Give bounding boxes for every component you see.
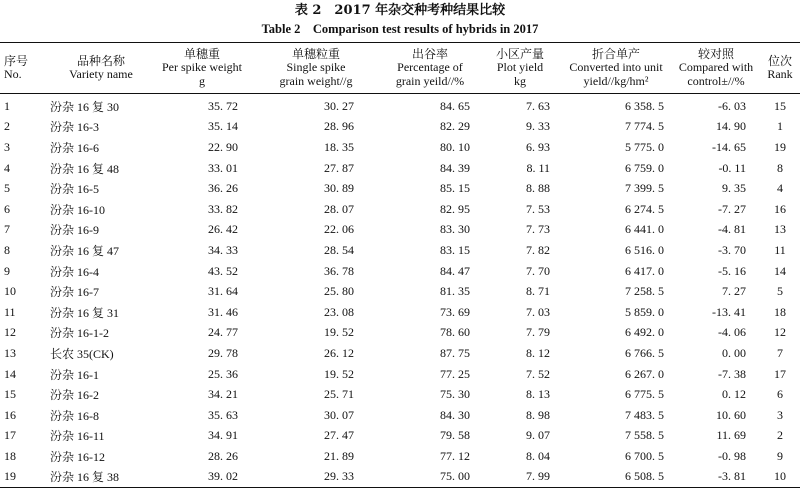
cell-grain-percentage: 81. 35 xyxy=(440,284,470,299)
header-grain-percentage: 出谷率 Percentage of grain yeild//% xyxy=(395,46,465,88)
cell-unit-yield: 6 417. 0 xyxy=(625,263,664,278)
cell-grain-percentage: 83. 15 xyxy=(440,242,470,257)
cell-spike-weight: 26. 42 xyxy=(208,222,238,237)
cell-grain-weight: 28. 07 xyxy=(324,201,354,216)
cell-grain-percentage: 84. 65 xyxy=(440,98,470,113)
cell-grain-weight: 28. 54 xyxy=(324,242,354,257)
cell-vs-control: -5. 16 xyxy=(718,263,746,278)
cell-grain-percentage: 82. 95 xyxy=(440,201,470,216)
cell-grain-weight: 28. 96 xyxy=(324,119,354,134)
cell-grain-percentage: 77. 25 xyxy=(440,366,470,381)
cell-spike-weight: 34. 91 xyxy=(208,428,238,443)
cell-rank: 15 xyxy=(774,98,786,113)
cell-plot-yield: 9. 33 xyxy=(526,119,550,134)
cell-rank: 9 xyxy=(777,448,783,463)
cell-spike-weight: 35. 72 xyxy=(208,98,238,113)
cell-vs-control: 14. 90 xyxy=(716,119,746,134)
cell-no: 17 xyxy=(4,428,16,443)
table-row xyxy=(0,405,800,426)
table-header xyxy=(0,43,800,93)
cell-variety-name: 汾杂 16-9 xyxy=(50,223,99,238)
table-row xyxy=(0,117,800,138)
cell-plot-yield: 6. 93 xyxy=(526,139,550,154)
cell-spike-weight: 39. 02 xyxy=(208,469,238,484)
cell-plot-yield: 8. 13 xyxy=(526,387,550,402)
cell-no: 8 xyxy=(4,242,10,257)
cell-rank: 5 xyxy=(777,284,783,299)
cell-no: 2 xyxy=(4,119,10,134)
cell-spike-weight: 35. 14 xyxy=(208,119,238,134)
cell-grain-percentage: 84. 47 xyxy=(440,263,470,278)
table-row xyxy=(0,261,800,282)
cell-vs-control: -3. 81 xyxy=(718,469,746,484)
cell-variety-name: 汾杂 16 复 31 xyxy=(50,305,120,320)
table-row xyxy=(0,343,800,364)
table-row xyxy=(0,446,800,467)
cell-vs-control: 10. 60 xyxy=(716,407,746,422)
cell-plot-yield: 7. 82 xyxy=(526,242,550,257)
cell-vs-control: -6. 03 xyxy=(718,98,746,113)
cell-rank: 4 xyxy=(777,181,783,196)
cell-variety-name: 汾杂 16-8 xyxy=(50,408,99,423)
cell-unit-yield: 6 766. 5 xyxy=(625,345,664,360)
cell-grain-percentage: 87. 75 xyxy=(440,345,470,360)
cell-plot-yield: 8. 71 xyxy=(526,284,550,299)
cell-grain-percentage: 84. 39 xyxy=(440,160,470,175)
cell-grain-percentage: 73. 69 xyxy=(440,304,470,319)
cell-grain-weight: 25. 80 xyxy=(324,284,354,299)
cell-rank: 12 xyxy=(774,325,786,340)
table-row xyxy=(0,137,800,158)
cell-unit-yield: 7 558. 5 xyxy=(625,428,664,443)
cell-grain-weight: 19. 52 xyxy=(324,325,354,340)
cell-grain-weight: 26. 12 xyxy=(324,345,354,360)
cell-spike-weight: 22. 90 xyxy=(208,139,238,154)
cell-variety-name: 汾杂 16 复 38 xyxy=(50,470,120,485)
cell-plot-yield: 7. 73 xyxy=(526,222,550,237)
cell-unit-yield: 6 775. 5 xyxy=(625,387,664,402)
header-plot-yield: 小区产量 Plot yield kg xyxy=(495,46,544,88)
cell-vs-control: -13. 41 xyxy=(712,304,746,319)
cell-plot-yield: 7. 53 xyxy=(526,201,550,216)
cell-spike-weight: 33. 82 xyxy=(208,201,238,216)
cell-spike-weight: 33. 01 xyxy=(208,160,238,175)
header-variety-name: 品种名称 Variety name xyxy=(69,53,133,81)
table-row xyxy=(0,199,800,220)
cell-no: 10 xyxy=(4,284,16,299)
cell-grain-weight: 30. 27 xyxy=(324,98,354,113)
cell-no: 4 xyxy=(4,160,10,175)
cell-grain-weight: 29. 33 xyxy=(324,469,354,484)
cell-rank: 16 xyxy=(774,201,786,216)
cell-vs-control: -7. 38 xyxy=(718,366,746,381)
cell-variety-name: 汾杂 16-5 xyxy=(50,182,99,197)
cell-unit-yield: 6 516. 0 xyxy=(625,242,664,257)
cell-rank: 1 xyxy=(777,119,783,134)
cell-vs-control: -4. 81 xyxy=(718,222,746,237)
cell-grain-weight: 23. 08 xyxy=(324,304,354,319)
cell-unit-yield: 5 859. 0 xyxy=(625,304,664,319)
cell-rank: 11 xyxy=(774,242,786,257)
cell-plot-yield: 8. 98 xyxy=(526,407,550,422)
cell-unit-yield: 6 508. 5 xyxy=(625,469,664,484)
cell-variety-name: 汾杂 16-1 xyxy=(50,367,99,382)
cell-grain-percentage: 80. 10 xyxy=(440,139,470,154)
cell-rank: 14 xyxy=(774,263,786,278)
cell-spike-weight: 31. 64 xyxy=(208,284,238,299)
header-unit-yield: 折合单产 Converted into unit yield//kg/hm² xyxy=(569,46,663,88)
cell-no: 15 xyxy=(4,387,16,402)
cell-grain-weight: 30. 07 xyxy=(324,407,354,422)
cell-vs-control: 0. 00 xyxy=(722,345,746,360)
cell-unit-yield: 7 483. 5 xyxy=(625,407,664,422)
cell-plot-yield: 7. 03 xyxy=(526,304,550,319)
cell-grain-percentage: 78. 60 xyxy=(440,325,470,340)
cell-vs-control: -0. 11 xyxy=(718,160,746,175)
cell-grain-weight: 21. 89 xyxy=(324,448,354,463)
cell-variety-name: 汾杂 16-2 xyxy=(50,388,99,403)
cell-grain-percentage: 75. 30 xyxy=(440,387,470,402)
table-row xyxy=(0,384,800,405)
cell-rank: 6 xyxy=(777,387,783,402)
table-row xyxy=(0,426,800,447)
cell-unit-yield: 6 274. 5 xyxy=(625,201,664,216)
cell-no: 3 xyxy=(4,139,10,154)
cell-no: 1 xyxy=(4,98,10,113)
header-no: 序号 No. xyxy=(4,53,29,81)
cell-vs-control: -14. 65 xyxy=(712,139,746,154)
cell-grain-weight: 18. 35 xyxy=(324,139,354,154)
cell-no: 16 xyxy=(4,407,16,422)
cell-variety-name: 汾杂 16-6 xyxy=(50,140,99,155)
table-row xyxy=(0,240,800,261)
cell-rank: 2 xyxy=(777,428,783,443)
table-body xyxy=(0,94,800,487)
cell-vs-control: -0. 98 xyxy=(718,448,746,463)
cell-variety-name: 汾杂 16-11 xyxy=(50,429,105,444)
cell-plot-yield: 7. 52 xyxy=(526,366,550,381)
cell-grain-percentage: 79. 58 xyxy=(440,428,470,443)
cell-grain-percentage: 77. 12 xyxy=(440,448,470,463)
cell-vs-control: 7. 27 xyxy=(722,284,746,299)
cell-grain-weight: 25. 71 xyxy=(324,387,354,402)
cell-unit-yield: 6 267. 0 xyxy=(625,366,664,381)
cell-vs-control: -7. 27 xyxy=(718,201,746,216)
cell-no: 6 xyxy=(4,201,10,216)
cell-no: 13 xyxy=(4,345,16,360)
cell-plot-yield: 9. 07 xyxy=(526,428,550,443)
cell-plot-yield: 7. 99 xyxy=(526,469,550,484)
cell-spike-weight: 36. 26 xyxy=(208,181,238,196)
table-row xyxy=(0,302,800,323)
cell-grain-weight: 27. 87 xyxy=(324,160,354,175)
cell-no: 5 xyxy=(4,181,10,196)
cell-unit-yield: 6 759. 0 xyxy=(625,160,664,175)
cell-vs-control: -4. 06 xyxy=(718,325,746,340)
cell-no: 9 xyxy=(4,263,10,278)
cell-unit-yield: 6 358. 5 xyxy=(625,98,664,113)
cell-unit-yield: 6 441. 0 xyxy=(625,222,664,237)
cell-variety-name: 汾杂 16 复 48 xyxy=(50,161,120,176)
cell-grain-percentage: 83. 30 xyxy=(440,222,470,237)
cell-unit-yield: 7 399. 5 xyxy=(625,181,664,196)
cell-rank: 8 xyxy=(777,160,783,175)
table-caption-chinese: 表 2 2017 年杂交种考种结果比较 xyxy=(294,3,506,18)
cell-variety-name: 汾杂 16-12 xyxy=(50,449,105,464)
cell-spike-weight: 34. 21 xyxy=(208,387,238,402)
cell-vs-control: -3. 70 xyxy=(718,242,746,257)
cell-no: 7 xyxy=(4,222,10,237)
cell-rank: 13 xyxy=(774,222,786,237)
cell-plot-yield: 8. 11 xyxy=(526,160,550,175)
cell-spike-weight: 43. 52 xyxy=(208,263,238,278)
cell-rank: 7 xyxy=(777,345,783,360)
cell-unit-yield: 6 492. 0 xyxy=(625,325,664,340)
cell-variety-name: 长农 35(CK) xyxy=(50,346,114,361)
cell-vs-control: 9. 35 xyxy=(722,181,746,196)
cell-spike-weight: 25. 36 xyxy=(208,366,238,381)
cell-variety-name: 汾杂 16-10 xyxy=(50,202,105,217)
cell-plot-yield: 8. 88 xyxy=(526,181,550,196)
header-rank: 位次 Rank xyxy=(767,53,793,81)
cell-grain-percentage: 75. 00 xyxy=(440,469,470,484)
cell-spike-weight: 28. 26 xyxy=(208,448,238,463)
table-row xyxy=(0,323,800,344)
cell-rank: 18 xyxy=(774,304,786,319)
cell-variety-name: 汾杂 16-1-2 xyxy=(50,326,109,341)
cell-spike-weight: 31. 46 xyxy=(208,304,238,319)
table-row xyxy=(0,364,800,385)
table-caption-english: Table 2 Comparison test results of hybrids in 2017 xyxy=(261,22,539,36)
cell-rank: 3 xyxy=(777,407,783,422)
cell-grain-weight: 22. 06 xyxy=(324,222,354,237)
table-row xyxy=(0,96,800,117)
table-row xyxy=(0,158,800,179)
cell-grain-weight: 19. 52 xyxy=(324,366,354,381)
cell-unit-yield: 7 258. 5 xyxy=(625,284,664,299)
header-vs-control: 较对照 Compared with control±//% xyxy=(678,46,754,88)
cell-grain-weight: 36. 78 xyxy=(324,263,354,278)
cell-grain-percentage: 82. 29 xyxy=(440,119,470,134)
cell-variety-name: 汾杂 16 复 30 xyxy=(50,99,120,114)
cell-plot-yield: 8. 12 xyxy=(526,345,550,360)
cell-vs-control: 0. 12 xyxy=(722,387,746,402)
cell-plot-yield: 7. 63 xyxy=(526,98,550,113)
cell-grain-weight: 30. 89 xyxy=(324,181,354,196)
cell-variety-name: 汾杂 16-4 xyxy=(50,264,99,279)
cell-variety-name: 汾杂 16 复 47 xyxy=(50,243,120,258)
header-grain-weight: 单穗粒重 Single spike grain weight//g xyxy=(279,46,353,88)
cell-unit-yield: 7 774. 5 xyxy=(625,119,664,134)
table-row xyxy=(0,220,800,241)
cell-no: 18 xyxy=(4,448,16,463)
cell-plot-yield: 7. 70 xyxy=(526,263,550,278)
cell-spike-weight: 34. 33 xyxy=(208,242,238,257)
table-row xyxy=(0,281,800,302)
cell-plot-yield: 8. 04 xyxy=(526,448,550,463)
cell-unit-yield: 6 700. 5 xyxy=(625,448,664,463)
cell-no: 11 xyxy=(4,304,16,319)
cell-plot-yield: 7. 79 xyxy=(526,325,550,340)
cell-grain-weight: 27. 47 xyxy=(324,428,354,443)
cell-rank: 19 xyxy=(774,139,786,154)
cell-spike-weight: 35. 63 xyxy=(208,407,238,422)
cell-grain-percentage: 84. 30 xyxy=(440,407,470,422)
cell-spike-weight: 24. 77 xyxy=(208,325,238,340)
results-table xyxy=(0,42,800,488)
cell-unit-yield: 5 775. 0 xyxy=(625,139,664,154)
cell-no: 12 xyxy=(4,325,16,340)
cell-variety-name: 汾杂 16-3 xyxy=(50,120,99,135)
cell-variety-name: 汾杂 16-7 xyxy=(50,285,99,300)
cell-grain-percentage: 85. 15 xyxy=(440,181,470,196)
cell-rank: 17 xyxy=(774,366,786,381)
cell-no: 14 xyxy=(4,366,16,381)
cell-vs-control: 11. 69 xyxy=(716,428,746,443)
header-spike-weight: 单穗重 Per spike weight g xyxy=(162,46,242,88)
cell-no: 19 xyxy=(4,469,16,484)
cell-spike-weight: 29. 78 xyxy=(208,345,238,360)
table-row xyxy=(0,178,800,199)
cell-rank: 10 xyxy=(774,469,786,484)
